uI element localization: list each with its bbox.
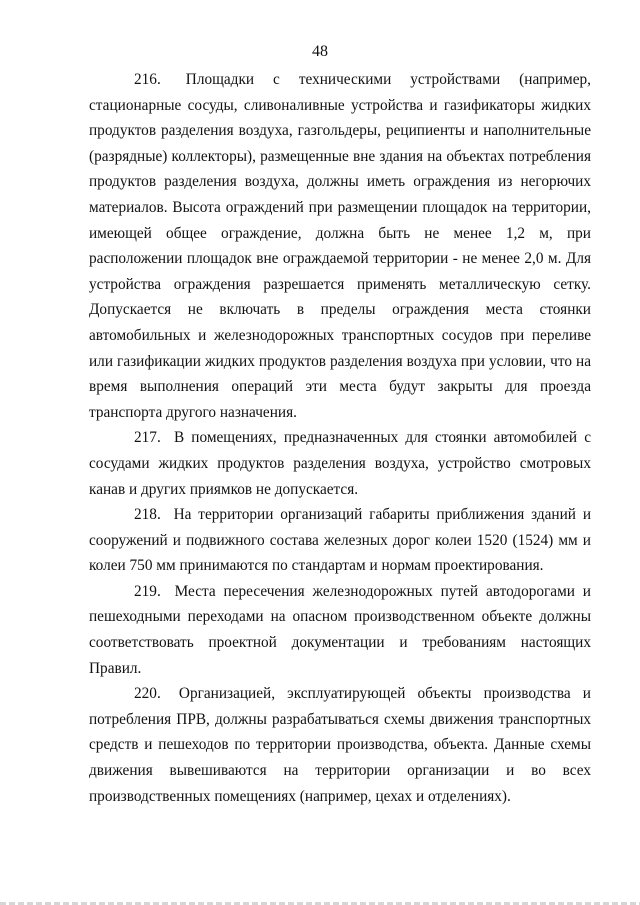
paragraph-number: 218.: [134, 506, 161, 524]
paragraph-text: Места пересечения железнодорожных путей автодорогами и пешеходными переходами на опасном производственном объекте должны соответствовать проектной документации и требованиям настоящих Правил.: [89, 582, 591, 677]
paragraph-number: 216.: [134, 71, 161, 88]
page-number: 48: [312, 43, 328, 60]
paragraph-text: Организацией, эксплуатирующей объекты производства и потребления ПРВ, должны разрабатываться схемы движения транспортных средств и пешеходов по территории производства, объекта. Данные схемы движения вывешиваются на территории организации и во всех производственных помещениях (например, цехах и отделениях).: [89, 685, 591, 805]
paragraph-text: В помещениях, предназначенных для стоянки автомобилей с сосудами жидких продуктов разделения воздуха, устройство смотровых канав и других приямков не допускается.: [89, 429, 591, 498]
paragraph-217: [89, 425, 591, 502]
paragraph-text: На территории организаций габариты приближения зданий и сооружений и подвижного состава железных дорог колеи 1520 (1524) мм и колеи 750 мм принимаются по стандартам и нормам проектирования.: [89, 506, 592, 575]
paragraph-219: [89, 579, 591, 681]
document-body: [89, 67, 591, 809]
paragraph-220: [89, 681, 591, 809]
paragraph-216: [89, 67, 591, 425]
paragraph-number: 220.: [134, 685, 161, 703]
paragraph-number: 217.: [134, 429, 161, 447]
paragraph-number: 219.: [134, 582, 161, 600]
paragraph-text: Площадки с техническими устройствами (например, стационарные сосуды, сливоналивные устройства и газификаторы жидких продуктов разделения воздуха, газгольдеры, реципиенты и наполнительные (разрядные) коллекторы), размещенные вне здания на объектах потребления продуктов разделения воздуха, должны иметь ограждения из негорючих материалов. Высота ограждений при размещении площадок на территории, имеющей общее ограждение, должна быть не менее 1,2 м, при расположении площадок вне ограждаемой территории - не менее 2,0 м. Для устройства ограждения разрешается применять металлическую сетку. Допускается не включать в пределы ограждения места стоянки автомобильных и железнодорожных транспортных сосудов при переливе или газификации жидких продуктов разделения воздуха при условии, что на время выполнения операций эти места будут закрыты для проезда транспорта другого назначения.: [89, 71, 591, 421]
paragraph-218: [89, 502, 591, 579]
